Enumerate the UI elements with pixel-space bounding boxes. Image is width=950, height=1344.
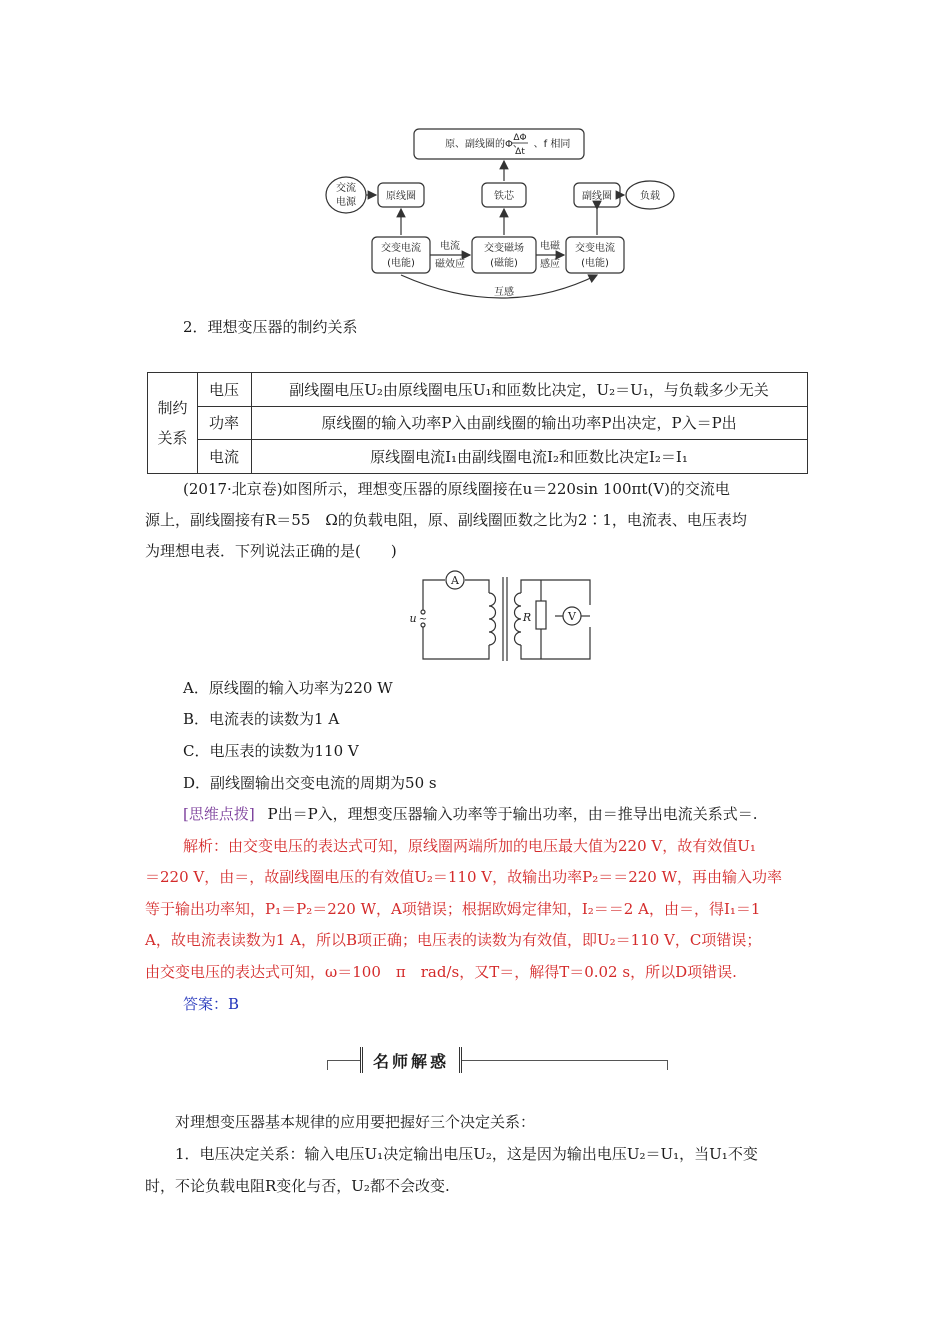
table-row-content: 副线圈电压U₂由原线圈电压U₁和匝数比决定，U₂＝U₁，与负载多少无关 <box>289 381 769 399</box>
svg-text:交变磁场: 交变磁场 <box>484 243 524 254</box>
svg-text:(电能): (电能) <box>581 258 609 269</box>
resistor-symbol <box>536 601 546 629</box>
svg-text:交变电流: 交变电流 <box>381 243 421 254</box>
hint-tag: [思维点拨] <box>183 805 255 823</box>
constraint-table <box>147 372 808 474</box>
analysis-line-1 <box>183 835 756 856</box>
badge-title: 名师解惑 <box>372 1051 449 1071</box>
diagram-top-frac-num: ΔΦ <box>513 133 527 143</box>
diagram-mutual-label: 互感 <box>494 287 514 298</box>
option-a[interactable]: A．原线圈的输入功率为220 W <box>183 679 393 697</box>
svg-text:交变电流: 交变电流 <box>575 243 615 254</box>
svg-text:(磁能): (磁能) <box>490 258 518 269</box>
option-b[interactable]: B．电流表的读数为1 A <box>183 710 340 728</box>
diagram-load-label: 负载 <box>640 191 660 202</box>
diagram-secondary-label: 副线圈 <box>582 191 612 202</box>
question-line-2: 源上，副线圈接有R＝55 Ω的负载电阻，原、副线圈匝数之比为2∶1，电流表、电压表均 <box>145 511 747 529</box>
hint-line <box>183 803 757 824</box>
explain-item1-line2: 时，不论负载电阻R变化与否，U₂都不会改变. <box>145 1177 450 1195</box>
table-row-content: 原线圈电流I₁由副线圈电流I₂和匝数比决定I₂＝I₁ <box>370 447 688 466</box>
table-row-name: 电流 <box>208 447 239 466</box>
answer: 答案：B <box>183 995 240 1013</box>
option-c[interactable]: C．电压表的读数为110 V <box>183 742 359 760</box>
table-row-name: 功率 <box>208 414 239 432</box>
table-group-label: 制约 关系 <box>157 399 188 447</box>
diagram-source-2: 电源 <box>336 197 356 208</box>
diagram-core-label: 铁芯 <box>494 191 514 202</box>
section-title: 2．理想变压器的制约关系 <box>183 318 358 336</box>
analysis-line-2: ＝220 V，由＝，故副线圈电压的有效值U₂＝110 V，故输出功率P₂＝＝220 W，再由输入功率 <box>145 868 783 886</box>
diagram-top-text: 原、副线圈的Φ、 <box>445 139 523 150</box>
svg-text:电磁: 电磁 <box>540 241 560 252</box>
option-d[interactable]: D．副线圈输出交变电流的周期为50 s <box>183 774 437 792</box>
voltmeter-label: V <box>568 610 576 623</box>
hint-text: P出＝P入，理想变压器输入功率等于输出功率，由＝推导出电流关系式＝. <box>267 805 758 823</box>
transformer-principle-diagram <box>320 125 700 305</box>
svg-text:磁效应: 磁效应 <box>435 259 465 270</box>
diagram-top-suffix: 、f 相同 <box>533 139 571 150</box>
diagram-source-1: 交流 <box>336 183 356 194</box>
resistor-label: R <box>522 611 532 624</box>
badge-box <box>360 1047 462 1073</box>
analysis-label: 解析： <box>183 837 229 855</box>
question-line-3: 为理想电表．下列说法正确的是( ) <box>145 542 397 560</box>
svg-text:电流: 电流 <box>440 241 460 252</box>
svg-text:(电能): (电能) <box>387 258 415 269</box>
svg-text:感应: 感应 <box>540 259 560 270</box>
question-line-1: (2017·北京卷)如图所示，理想变压器的原线圈接在u＝220sin 100πt(V)的交流电 <box>183 480 730 498</box>
explain-item1-line1: 1．电压决定关系：输入电压U₁决定输出电压U₂，这是因为输出电压U₂＝U₁，当U₁不变 <box>175 1145 758 1163</box>
analysis-line-3: 等于输出功率知，P₁＝P₂＝220 W，A项错误；根据欧姆定律知，I₂＝＝2 A，由＝，得I₁＝1 <box>145 900 761 918</box>
explain-intro: 对理想变压器基本规律的应用要把握好三个决定关系： <box>175 1113 536 1131</box>
svg-text:~: ~ <box>418 614 428 625</box>
table-row-name: 电压 <box>208 381 239 399</box>
diagram-primary-label: 原线圈 <box>386 191 416 202</box>
analysis-text-1: 由交变电压的表达式可知，原线圈两端所加的电压最大值为220 V，故有效值U₁ <box>228 837 756 855</box>
diagram-top-frac-den: Δt <box>515 147 525 157</box>
source-label: u <box>409 612 417 625</box>
table-row-content: 原线圈的输入功率P入由副线圈的输出功率P出决定，P入＝P出 <box>321 414 737 432</box>
transformer-circuit <box>405 565 605 665</box>
ammeter-label: A <box>451 574 459 587</box>
analysis-line-5: 由交变电压的表达式可知，ω＝100 π rad/s，又T＝，解得T＝0.02 s，所以D项错误. <box>145 963 737 981</box>
analysis-line-4: A，故电流表读数为1 A，所以B项正确；电压表的读数为有效值，即U₂＝110 V，C项错误； <box>145 931 762 949</box>
